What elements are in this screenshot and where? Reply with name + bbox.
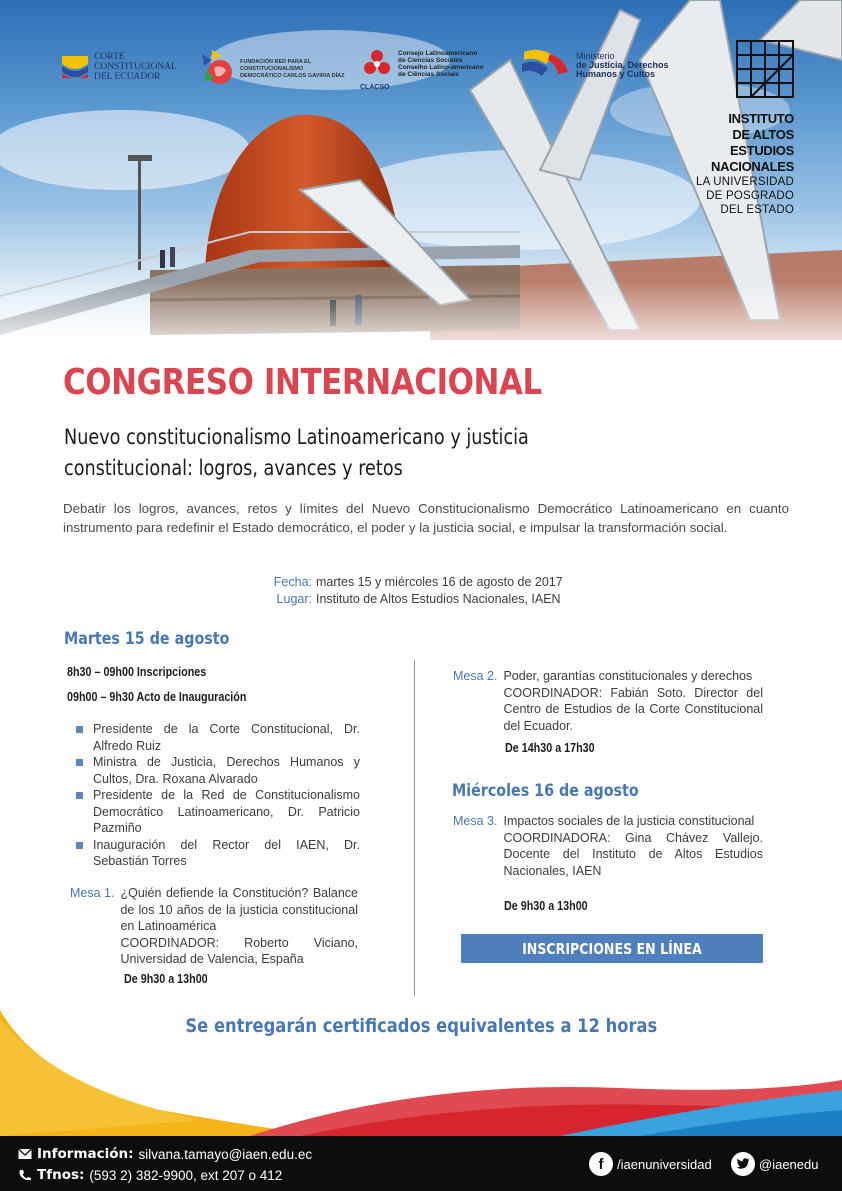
mesa2-time: De 14h30 a 17h30 bbox=[505, 741, 595, 755]
mesa1-topic: ¿Quién defiende la Constitución? Balance de los 10 años de la justicia constitucional en Latinoamérica bbox=[120, 886, 358, 933]
certificates-text: Se entregarán certificados equivalentes a 12 horas bbox=[185, 1015, 657, 1037]
footer bbox=[0, 1136, 842, 1191]
clacso-line4: de Ciências Sociais bbox=[398, 71, 459, 78]
column-divider bbox=[414, 660, 415, 996]
mesa3-coordinator: COORDINADORA: Gina Chávez Vallejo. Docente del Instituto de Altos Estudios Nacionales, IAEN bbox=[503, 830, 763, 878]
ministerio-line1: Ministerio bbox=[576, 50, 615, 61]
event-info bbox=[260, 574, 563, 608]
iaen-line2: DE ALTOS ESTUDIOS bbox=[729, 127, 794, 158]
corte-line3: DEL ECUADOR bbox=[94, 72, 161, 82]
corte-line1: CORTE bbox=[94, 52, 125, 62]
corte-constitucional-emblem-icon bbox=[60, 52, 90, 82]
phone-label: Tfnos: bbox=[37, 1167, 85, 1183]
mesa3-block bbox=[453, 813, 763, 879]
logo-ministerio bbox=[520, 48, 669, 82]
mesa3-label: Mesa 3. bbox=[453, 814, 498, 828]
event-description: Debatir los logros, avances, retos y límites del Nuevo Constitucionalismo Democrático Latinoamericano en cuanto instrumento para redefinir el Estado democrático, el poder y la justicia social, e impulsar la transformación social. bbox=[63, 501, 789, 535]
red-line1: FUNDACIÓN RED PARA EL bbox=[240, 58, 312, 65]
clacso-line3: Conselho Latino-americano bbox=[398, 64, 484, 71]
mesa1-label: Mesa 1. bbox=[70, 886, 115, 900]
inauguration-speakers bbox=[76, 721, 360, 870]
iaen-line4: LA UNIVERSIDAD bbox=[695, 176, 794, 188]
clacso-line2: de Ciencias Sociales bbox=[398, 57, 463, 64]
twitter-bird-shape bbox=[736, 1158, 750, 1170]
mesa1-time: De 9h30 a 13h00 bbox=[124, 972, 208, 986]
list-item: Ministra de Justicia, Derechos Humanos y Cultos, Dra. Roxana Alvarado bbox=[76, 754, 360, 787]
corte-line2: CONSTITUCIONAL bbox=[94, 62, 177, 72]
subtitle-line2: constitucional: logros, avances y retos bbox=[64, 456, 403, 480]
place-row bbox=[260, 591, 563, 608]
place-label: Lugar: bbox=[276, 592, 312, 606]
slot-inauguration: 09h00 – 9h30 Acto de Inauguración bbox=[67, 690, 247, 704]
iaen-line5: DE POSGRADO bbox=[706, 190, 794, 202]
info-email-link[interactable]: silvana.tamayo@iaen.edu.ec bbox=[138, 1146, 313, 1162]
facebook-icon: f bbox=[589, 1152, 613, 1176]
iaen-line1: INSTITUTO bbox=[728, 111, 794, 126]
iaen-grid-icon bbox=[736, 40, 794, 98]
mesa3-topic: Impactos sociales de la justicia constitucional bbox=[503, 814, 755, 828]
ministerio-emblem-icon bbox=[520, 48, 572, 82]
red-line3: DEMOCRÁTICO CARLOS GAVIRIA DÍAZ bbox=[240, 72, 345, 79]
subtitle-line1: Nuevo constitucionalismo Latinoamericano y justicia bbox=[64, 425, 529, 449]
iaen-line3: NACIONALES bbox=[711, 159, 794, 174]
logo-clacso bbox=[360, 48, 486, 91]
page-subtitle bbox=[64, 422, 602, 484]
iaen-line6: DEL ESTADO bbox=[720, 204, 794, 216]
phone-icon bbox=[18, 1169, 32, 1181]
mesa1-coordinator: COORDINADOR: Roberto Viciano, Universidad de Valencia, España bbox=[120, 935, 358, 966]
fundacion-red-emblem-icon bbox=[198, 48, 236, 90]
place-value: Instituto de Altos Estudios Nacionales, IAEN bbox=[316, 592, 561, 606]
certificates-note bbox=[0, 1015, 842, 1037]
twitter-icon bbox=[731, 1152, 755, 1176]
mesa2-block bbox=[453, 668, 763, 734]
list-item: Presidente de la Red de Constitucionalismo Democrático Latinoamericano, Dr. Patricio Pazmiño bbox=[76, 787, 360, 837]
list-item: Presidente de la Corte Constitucional, Dr. Alfredo Ruiz bbox=[76, 721, 360, 754]
online-registration-button[interactable] bbox=[461, 934, 763, 963]
facebook-link[interactable] bbox=[589, 1152, 712, 1176]
twitter-link[interactable] bbox=[731, 1152, 818, 1176]
mesa2-coordinator: COORDINADOR: Fabián Soto. Director del Centro de Estudios de la Corte Constitucional del Ecuador. bbox=[503, 685, 763, 733]
info-label: Información: bbox=[37, 1146, 134, 1162]
date-value: martes 15 y miércoles 16 de agosto de 2017 bbox=[316, 575, 563, 589]
day2-heading: Miércoles 16 de agosto bbox=[452, 781, 639, 801]
facebook-handle: /iaenuniversidad bbox=[617, 1156, 712, 1172]
mesa3-time: De 9h30 a 13h00 bbox=[504, 899, 588, 913]
ministerio-line3: Humanos y Cultos bbox=[576, 68, 656, 79]
mesa2-label: Mesa 2. bbox=[453, 669, 498, 683]
page-title: CONGRESO INTERNACIONAL bbox=[63, 362, 542, 403]
mesa2-topic: Poder, garantías constitucionales y derechos bbox=[503, 669, 753, 683]
red-line2: CONSTITUCIONALISMO bbox=[240, 65, 304, 72]
clacso-line1: Consejo Latinoamericano bbox=[398, 50, 478, 57]
phone-value: (593 2) 382-9900, ext 207 o 412 bbox=[89, 1167, 283, 1183]
footer-phone-line bbox=[18, 1167, 282, 1183]
slot-registration: 8h30 – 09h00 Inscripciones bbox=[67, 665, 207, 679]
iaen-logo bbox=[674, 40, 794, 217]
hero-banner bbox=[0, 0, 842, 360]
twitter-handle: @iaenedu bbox=[759, 1156, 819, 1172]
online-registration-label: INSCRIPCIONES EN LÍNEA bbox=[522, 939, 702, 958]
mesa1-block bbox=[70, 885, 358, 968]
date-row bbox=[260, 574, 563, 591]
date-label: Fecha: bbox=[273, 575, 312, 589]
logo-corte-constitucional bbox=[60, 52, 177, 82]
envelope-icon bbox=[18, 1148, 32, 1160]
footer-info-line bbox=[18, 1146, 312, 1162]
clacso-abbr: CLACSO bbox=[360, 84, 390, 91]
clacso-emblem-icon bbox=[362, 48, 392, 80]
list-item: Inauguración del Rector del IAEN, Dr. Sebastián Torres bbox=[76, 837, 360, 870]
ministerio-line2: de Justicia, Derechos bbox=[576, 59, 669, 70]
day1-heading: Martes 15 de agosto bbox=[64, 629, 230, 649]
